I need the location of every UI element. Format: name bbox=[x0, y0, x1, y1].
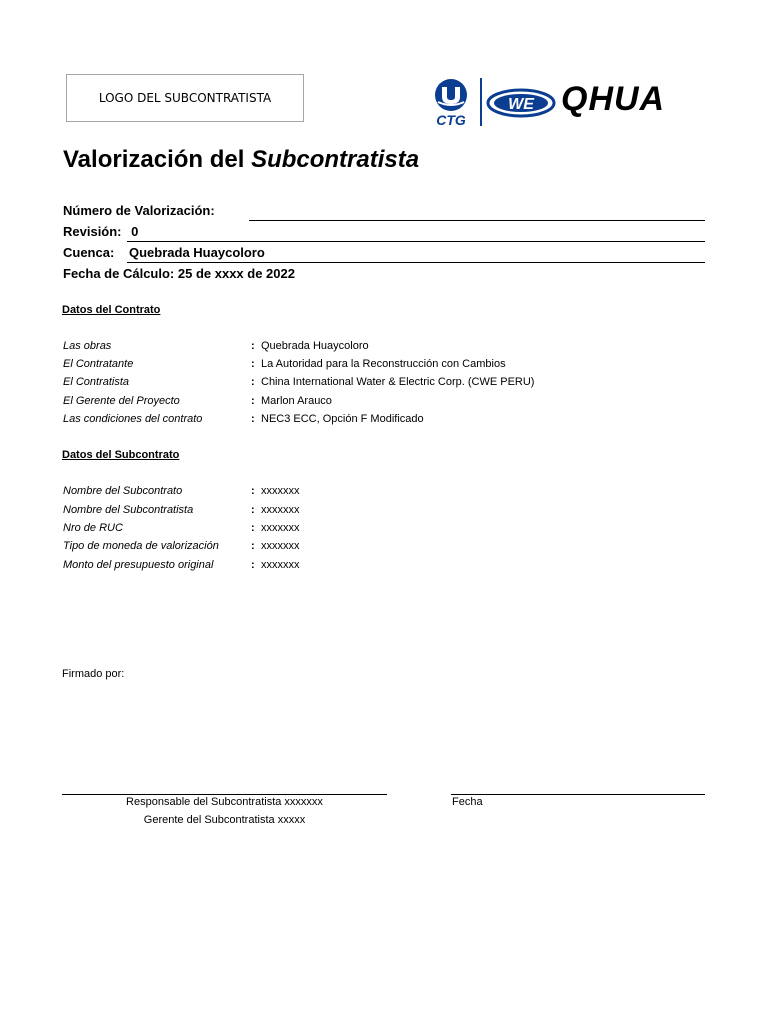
qhua-logo-text: QHUA bbox=[561, 80, 666, 118]
contrato-row-label: Las condiciones del contrato bbox=[63, 413, 203, 425]
fecha-calculo-field bbox=[63, 266, 295, 281]
brand-divider bbox=[480, 78, 482, 126]
contrato-row-value: La Autoridad para la Reconstrucción con Cambios bbox=[261, 358, 506, 370]
revision-label: Revisión: bbox=[63, 224, 122, 239]
subcontractor-logo-placeholder bbox=[66, 74, 304, 122]
cwe-logo bbox=[486, 88, 556, 118]
cuenca-line bbox=[127, 262, 705, 263]
ctg-logo bbox=[428, 78, 474, 128]
colon: : bbox=[251, 522, 255, 534]
contrato-row-value: Marlon Arauco bbox=[261, 395, 332, 407]
cuenca-label: Cuenca: bbox=[63, 245, 115, 260]
title-part-normal: Valorización del bbox=[63, 146, 252, 173]
gerente-label: Gerente del Subcontratista xxxxx bbox=[143, 814, 306, 826]
contrato-row-value: NEC3 ECC, Opción F Modificado bbox=[261, 413, 424, 425]
revision-value: 0 bbox=[131, 224, 139, 239]
subcontrato-row-value: xxxxxxx bbox=[261, 504, 300, 516]
fecha-label: Fecha bbox=[452, 796, 483, 808]
revision-field bbox=[63, 224, 138, 239]
revision-line bbox=[127, 241, 705, 242]
we-logo-text: WE bbox=[508, 96, 534, 113]
contrato-section-heading: Datos del Contrato bbox=[62, 304, 161, 316]
contrato-row-label: El Contratista bbox=[63, 376, 130, 388]
responsable-label: Responsable del Subcontratista xxxxxxx bbox=[126, 796, 323, 808]
colon: : bbox=[251, 376, 255, 388]
colon: : bbox=[251, 559, 255, 571]
fecha-calculo-label: Fecha de Cálculo: bbox=[63, 266, 175, 281]
subcontrato-row-label: Nombre del Subcontratista bbox=[63, 504, 194, 516]
contrato-row-value: Quebrada Huaycoloro bbox=[261, 340, 369, 352]
subcontrato-row-label: Nombre del Subcontrato bbox=[63, 485, 183, 497]
contrato-row-label: El Gerente del Proyecto bbox=[63, 395, 180, 407]
date-line bbox=[451, 794, 705, 795]
ctg-logo-text: CTG bbox=[436, 112, 466, 128]
subcontrato-row-value: xxxxxxx bbox=[261, 559, 300, 571]
colon: : bbox=[251, 413, 255, 425]
subcontrato-row-value: xxxxxxx bbox=[261, 485, 300, 497]
subcontrato-section-heading: Datos del Subcontrato bbox=[62, 449, 180, 461]
numero-valorizacion-line bbox=[249, 220, 705, 221]
cwe-emblem-icon bbox=[486, 88, 556, 118]
subcontrato-row-label: Nro de RUC bbox=[63, 522, 123, 534]
brand-logos bbox=[428, 76, 698, 130]
title-part-italic: Subcontratista bbox=[251, 146, 420, 173]
signed-by-label: Firmado por: bbox=[62, 668, 125, 680]
colon: : bbox=[251, 504, 255, 516]
subcontrato-row-label: Monto del presupuesto original bbox=[63, 559, 214, 571]
contrato-row-label: Las obras bbox=[63, 340, 112, 352]
contrato-row-label: El Contratante bbox=[63, 358, 134, 370]
cuenca-value: Quebrada Huaycoloro bbox=[129, 245, 265, 260]
subcontrato-row-value: xxxxxxx bbox=[261, 522, 300, 534]
colon: : bbox=[251, 540, 255, 552]
subcontrato-row-value: xxxxxxx bbox=[261, 540, 300, 552]
logo-placeholder-text: LOGO DEL SUBCONTRATISTA bbox=[98, 91, 272, 105]
colon: : bbox=[251, 485, 255, 497]
fecha-calculo-value: 25 de xxxx de 2022 bbox=[177, 266, 295, 281]
signature-line bbox=[62, 794, 387, 795]
page-title bbox=[63, 146, 419, 174]
contrato-row-value: China International Water & Electric Corp. (CWE PERU) bbox=[261, 376, 535, 388]
colon: : bbox=[251, 395, 255, 407]
numero-valorizacion-label: Número de Valorización: bbox=[63, 203, 215, 218]
colon: : bbox=[251, 358, 255, 370]
ctg-emblem-icon bbox=[428, 78, 474, 112]
colon: : bbox=[251, 340, 255, 352]
subcontrato-row-label: Tipo de moneda de valorización bbox=[63, 540, 219, 552]
